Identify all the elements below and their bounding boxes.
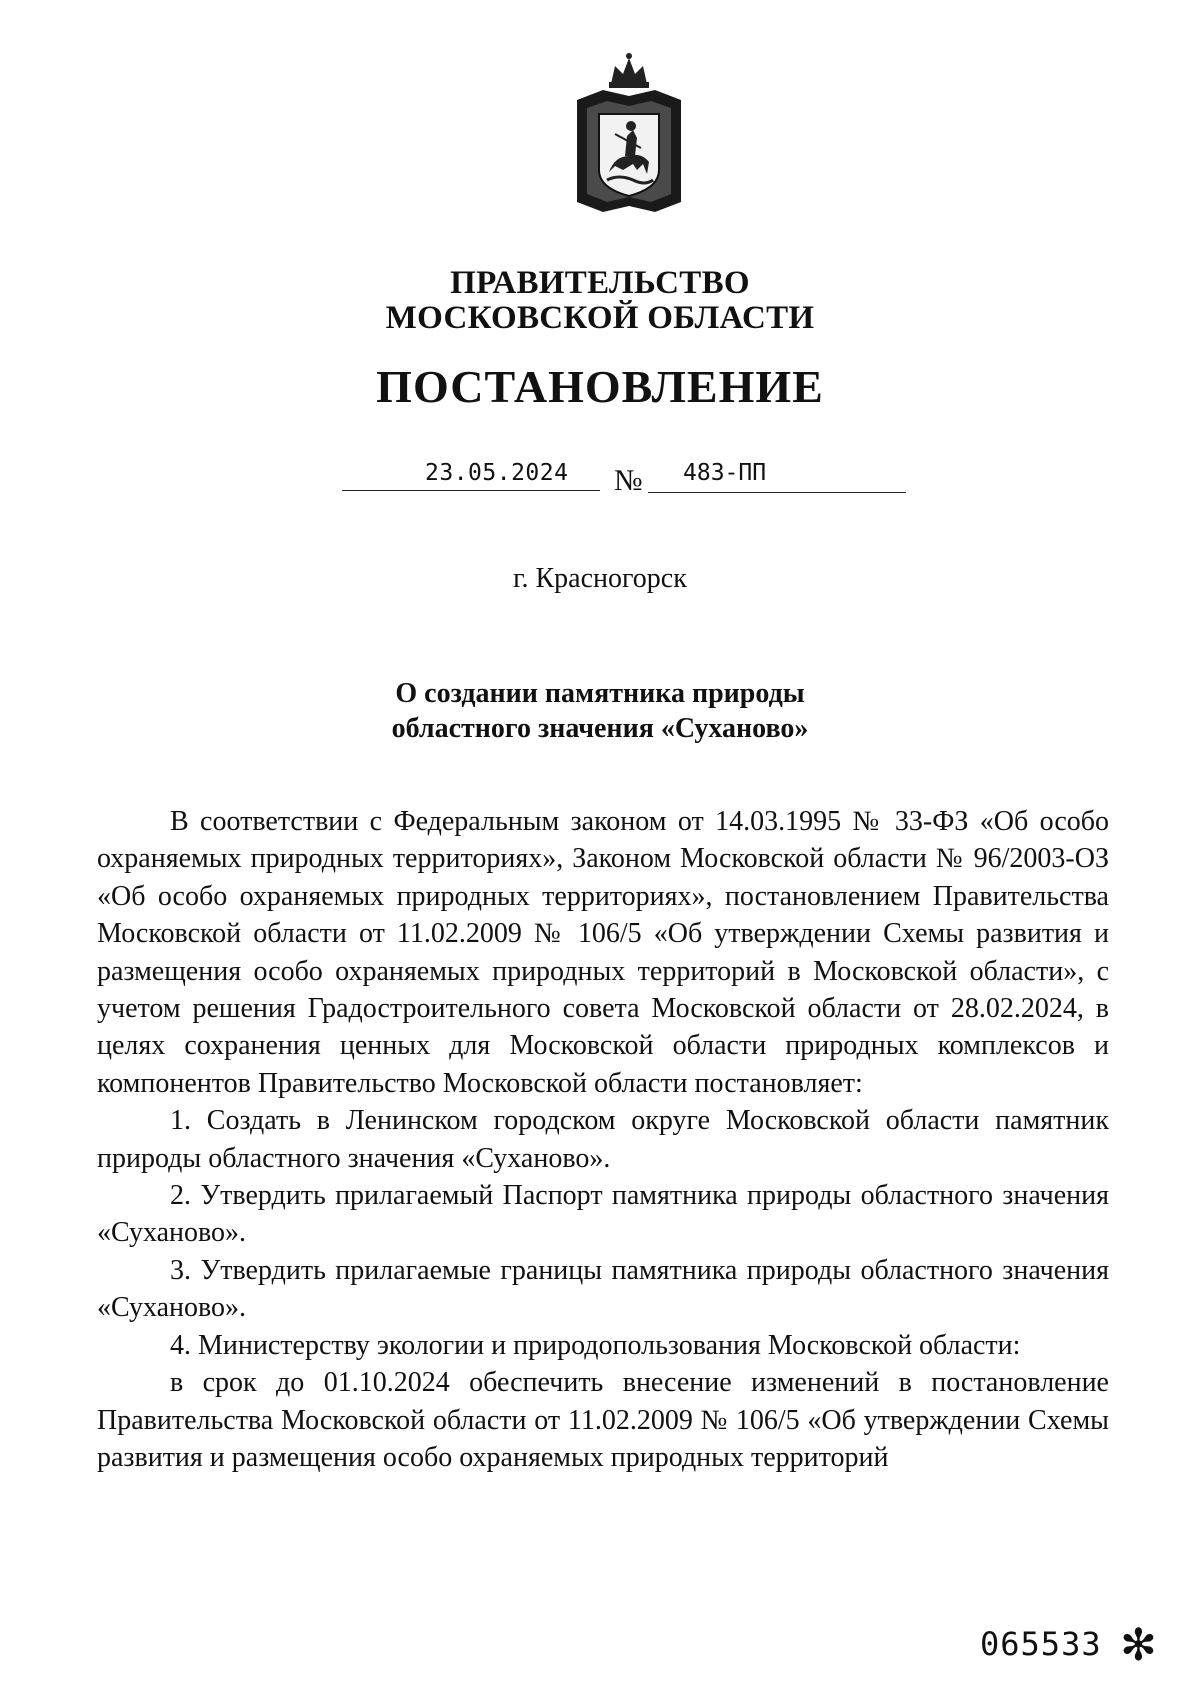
asterisk-mark-icon: ✻ bbox=[1120, 1620, 1157, 1671]
coat-of-arms-emblem bbox=[563, 52, 695, 215]
clause-1: 1. Создать в Ленинском городском округе Московской области памятник природы областного значения «Суханово». bbox=[97, 1105, 1109, 1174]
clause-2: 2. Утвердить прилагаемый Паспорт памятника природы областного значения «Суханово». bbox=[97, 1180, 1109, 1249]
organization-name-line-1: ПРАВИТЕЛЬСТВО bbox=[450, 265, 750, 301]
document-number: 483-ПП bbox=[683, 460, 767, 486]
clause-3: 3. Утвердить прилагаемые границы памятника природы областного значения «Суханово». bbox=[97, 1254, 1109, 1324]
preamble-paragraph: В соответствии с Федеральным законом от 14.03.1995 № 33-ФЗ «Об особо охраняемых природных территориях», Законом Московской области № 96/2003-ОЗ «Об особо охраняемых природных территориях», постановлением Правительства Московской области от 11.02.2009 № 106/5 «Об утверждении Схемы развития и размещения особо охраняемых природных территорий в Московской области», с учетом решения Градостроительного совета Московской области от 28.02.2024, в целях сохранения ценных для Московской области природных комплексов и компонентов Правительство Московской области постановляет: bbox=[97, 806, 1109, 1099]
serial-number: 065533 bbox=[980, 1625, 1102, 1663]
document-body bbox=[97, 803, 1109, 1476]
clause-4-subparagraph: в срок до 01.10.2024 обеспечить внесение изменений в постановление Правительства Московской области от 11.02.2009 № 106/5 «Об утверждении Схемы развития и размещения особо охраняемых природных территорий bbox=[97, 1367, 1109, 1473]
document-type-title: ПОСТАНОВЛЕНИЕ bbox=[376, 361, 824, 412]
number-underline bbox=[648, 492, 906, 493]
clause-4: 4. Министерству экологии и природопользования Московской области: bbox=[170, 1329, 1021, 1361]
organization-name-line-2: МОСКОВСКОЙ ОБЛАСТИ bbox=[385, 300, 815, 336]
date-underline bbox=[342, 490, 600, 491]
city: г. Красногорск bbox=[513, 563, 687, 594]
document-date: 23.05.2024 bbox=[425, 460, 569, 486]
subject-line-2: областного значения «Суханово» bbox=[391, 713, 809, 744]
number-sign: № bbox=[614, 464, 643, 497]
subject-line-1: О создании памятника природы bbox=[395, 678, 805, 709]
